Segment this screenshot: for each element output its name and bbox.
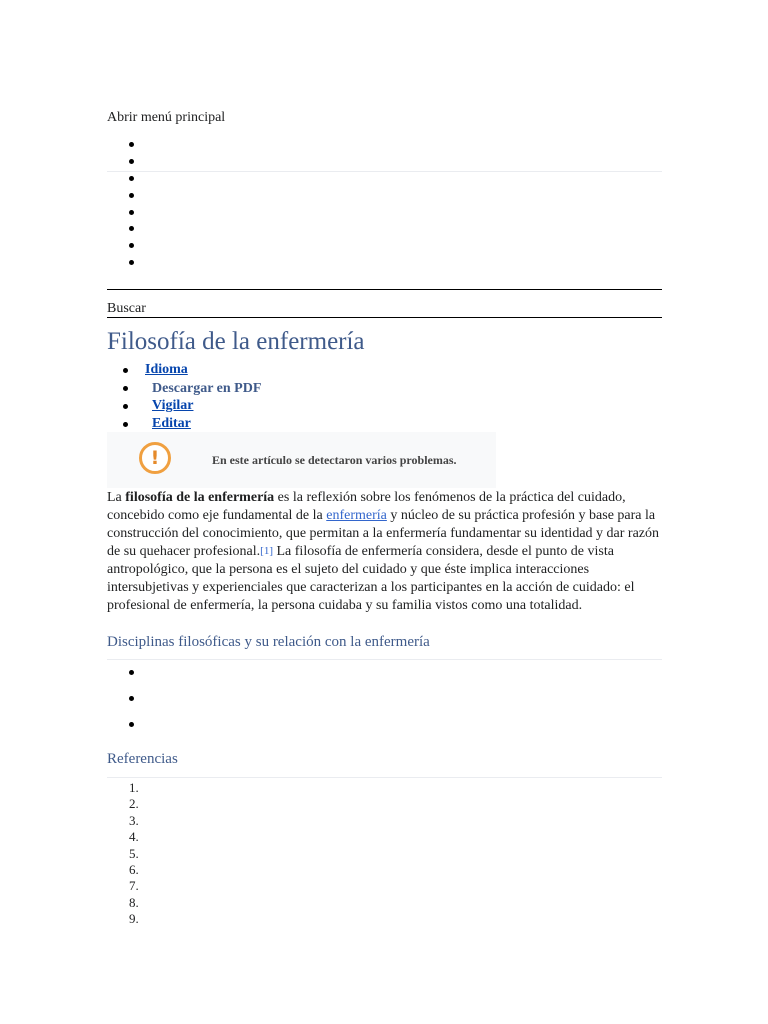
bullet-icon [129,176,134,181]
intro-text: La [107,490,126,505]
intro-paragraph [107,489,662,615]
reference-item: 4. [129,829,139,845]
nav-item[interactable] [107,222,662,239]
action-watch [107,398,662,416]
page-actions [107,362,662,434]
bullet-icon [123,422,128,427]
reference-item: 1. [129,780,139,795]
warning-icon: ! [139,442,171,474]
page-title: Filosofía de la enfermería [107,328,365,355]
bullet-icon [123,368,128,373]
reference-item: 3. [129,812,139,828]
notice-message: En este artículo se detectaron varios problemas. [212,453,457,467]
nav-item[interactable] [107,256,662,273]
list-item [107,686,662,712]
references-list [107,780,139,928]
intro-text: y núcleo de su práctica profesión y base para la construcción del conocimiento, que permitan a la enfermería fundamentar su identidad y dar razón de su quehacer profesional. [107,508,660,559]
reference-item: 7. [129,878,139,894]
nav-list [107,138,662,273]
divider [107,317,662,318]
reference-link[interactable]: [1] [260,545,273,557]
language-link[interactable]: Idioma [145,362,188,377]
bullet-icon [129,226,134,231]
search-button[interactable]: Buscar [107,301,146,316]
main-menu-button[interactable]: Abrir menú principal [107,110,226,125]
bullet-icon [129,193,134,198]
list-item [107,660,662,686]
nav-item[interactable] [107,172,662,189]
bullet-icon [129,260,134,265]
watch-link[interactable]: Vigilar [152,398,194,413]
nav-item[interactable] [107,206,662,223]
bullet-icon [129,159,134,164]
bullet-icon [129,670,134,675]
reference-item: 9. [129,911,139,927]
divider [107,289,662,290]
issues-notice[interactable] [107,432,496,488]
action-language [107,362,662,380]
reference-item: 6. [129,861,139,877]
bullet-icon [129,696,134,701]
download-pdf-link[interactable]: Descargar en PDF [152,381,262,396]
section-heading-references[interactable]: Referencias [107,751,178,767]
divider [107,777,662,778]
list-item [107,712,662,738]
bullet-icon [129,722,134,727]
intro-text: La filosofía de enfermería considera, desde el punto de vista antropológico, que la persona es el sujeto del cuidado y que éste implica interacciones intersubjetivas y experienciales que caracterizan a los participantes en la acción de cuidado: el profesional de enfermería, la persona cuidaba y su familia vistos como una totalidad. [107,544,635,613]
nav-item[interactable] [107,239,662,256]
bullet-icon [123,404,128,409]
disciplines-list [107,660,662,738]
reference-item: 5. [129,845,139,861]
bullet-icon [129,210,134,215]
reference-item: 2. [129,796,139,812]
nav-item[interactable] [107,155,662,173]
section-heading-disciplines[interactable]: Disciplinas filosóficas y su relación con la enfermería [107,634,430,650]
action-pdf [107,380,662,398]
bullet-icon [129,142,134,147]
intro-text: es la reflexión sobre los fenómenos de la práctica del cuidado, concebido como eje fundamental de la [107,490,626,523]
nav-item[interactable] [107,138,662,155]
bullet-icon [129,243,134,248]
intro-bold-term: filosofía de la enfermería [125,490,275,505]
edit-link[interactable]: Editar [152,416,191,431]
nav-item[interactable] [107,189,662,206]
reference-item: 8. [129,894,139,910]
nursing-link[interactable]: enfermería [326,508,387,523]
bullet-icon [123,386,128,391]
